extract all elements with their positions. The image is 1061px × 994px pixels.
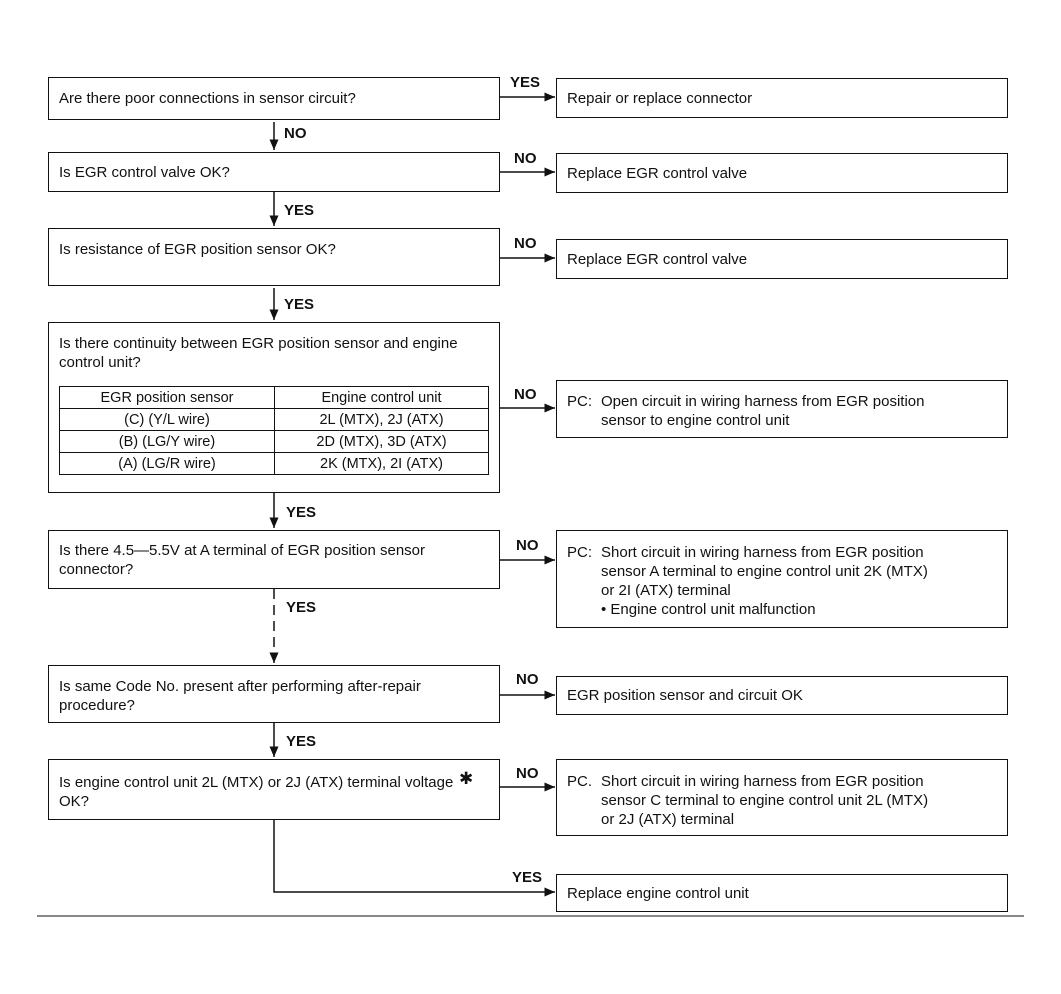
question-box-3 — [48, 228, 500, 286]
action-box-4 — [556, 380, 1008, 438]
table-cell: (B) (LG/Y wire) — [60, 431, 275, 453]
action-text-1: Repair or replace connector — [567, 89, 753, 107]
branch-label-5: NO — [516, 537, 539, 554]
branch-label-4: NO — [514, 386, 537, 403]
final-action-box — [556, 874, 1008, 912]
action-prefix-5: PC: — [567, 544, 593, 561]
action-line-5d: • Engine control unit malfunction — [601, 601, 816, 618]
table-header-ecu: Engine control unit — [275, 387, 489, 409]
question-box-1 — [48, 77, 500, 120]
question-box-6 — [48, 665, 500, 723]
action-line-group-4 — [567, 392, 997, 411]
table-row — [60, 453, 489, 475]
final-action-text: Replace engine control unit — [567, 884, 749, 902]
branch-label-7: NO — [516, 765, 539, 782]
next-label-4: YES — [286, 504, 317, 521]
next-label-1: NO — [284, 125, 307, 142]
branch-label-6: NO — [516, 671, 539, 688]
action-line-4a: Open circuit in wiring harness from EGR position — [601, 393, 925, 410]
table-cell: 2D (MTX), 3D (ATX) — [275, 431, 489, 453]
question-text-2: Is EGR control valve OK? — [59, 163, 230, 181]
action-prefix-4: PC: — [567, 393, 593, 410]
table-header-row — [60, 387, 489, 409]
question-text-4: Is there continuity between EGR position sensor and engine control unit? — [59, 335, 458, 371]
question-box-2 — [48, 152, 500, 192]
next-label-6: YES — [286, 733, 317, 750]
action-line-5b: sensor A terminal to engine control unit 2K (MTX) — [601, 563, 928, 580]
question-box-5 — [48, 530, 500, 589]
continuity-table — [59, 386, 489, 475]
table-header-sensor: EGR position sensor — [60, 387, 275, 409]
table-row — [60, 409, 489, 431]
table-cell: 2L (MTX), 2J (ATX) — [275, 409, 489, 431]
question-text-3: Is resistance of EGR position sensor OK? — [59, 240, 336, 258]
question-text-7: Is engine control unit 2L (MTX) or 2J (ATX) terminal voltage OK? — [59, 774, 454, 810]
action-line-group-7 — [567, 772, 997, 791]
action-line-7c: or 2J (ATX) terminal — [601, 811, 735, 828]
action-line-7b: sensor C terminal to engine control unit 2L (MTX) — [601, 792, 929, 809]
branch-label-2: NO — [514, 150, 537, 167]
asterisk-icon: ✱ — [459, 769, 474, 788]
action-line-4b: sensor to engine control unit — [601, 412, 790, 429]
table-cell: (A) (LG/R wire) — [60, 453, 275, 475]
question-text-6: Is same Code No. present after performing after-repair procedure? — [59, 678, 421, 714]
action-text-3: Replace EGR control valve — [567, 250, 748, 268]
action-box-1 — [556, 78, 1008, 118]
next-label-2: YES — [284, 202, 315, 219]
table-cell: 2K (MTX), 2I (ATX) — [275, 453, 489, 475]
next-label-5: YES — [286, 599, 317, 616]
action-box-5 — [556, 530, 1008, 628]
question-box-7 — [48, 759, 500, 820]
action-line-7a: Short circuit in wiring harness from EGR position — [601, 773, 924, 790]
table-cell: (C) (Y/L wire) — [60, 409, 275, 431]
action-box-3 — [556, 239, 1008, 279]
action-line-group-5 — [567, 543, 997, 562]
branch-label-3: NO — [514, 235, 537, 252]
action-text-2: Replace EGR control valve — [567, 164, 748, 182]
action-box-6 — [556, 676, 1008, 715]
action-text-6: EGR position sensor and circuit OK — [567, 687, 803, 704]
question-text-5: Is there 4.5—5.5V at A terminal of EGR position sensor connector? — [59, 542, 426, 578]
action-box-2 — [556, 153, 1008, 193]
action-line-5a: Short circuit in wiring harness from EGR position — [601, 544, 924, 561]
question-text-1: Are there poor connections in sensor circuit? — [59, 90, 356, 107]
action-prefix-7: PC. — [567, 773, 593, 790]
action-box-7 — [556, 759, 1008, 836]
table-row — [60, 431, 489, 453]
final-label: YES — [512, 869, 543, 886]
next-label-3: YES — [284, 296, 315, 313]
action-line-5c: or 2I (ATX) terminal — [601, 582, 731, 599]
branch-label-1: YES — [510, 74, 541, 91]
